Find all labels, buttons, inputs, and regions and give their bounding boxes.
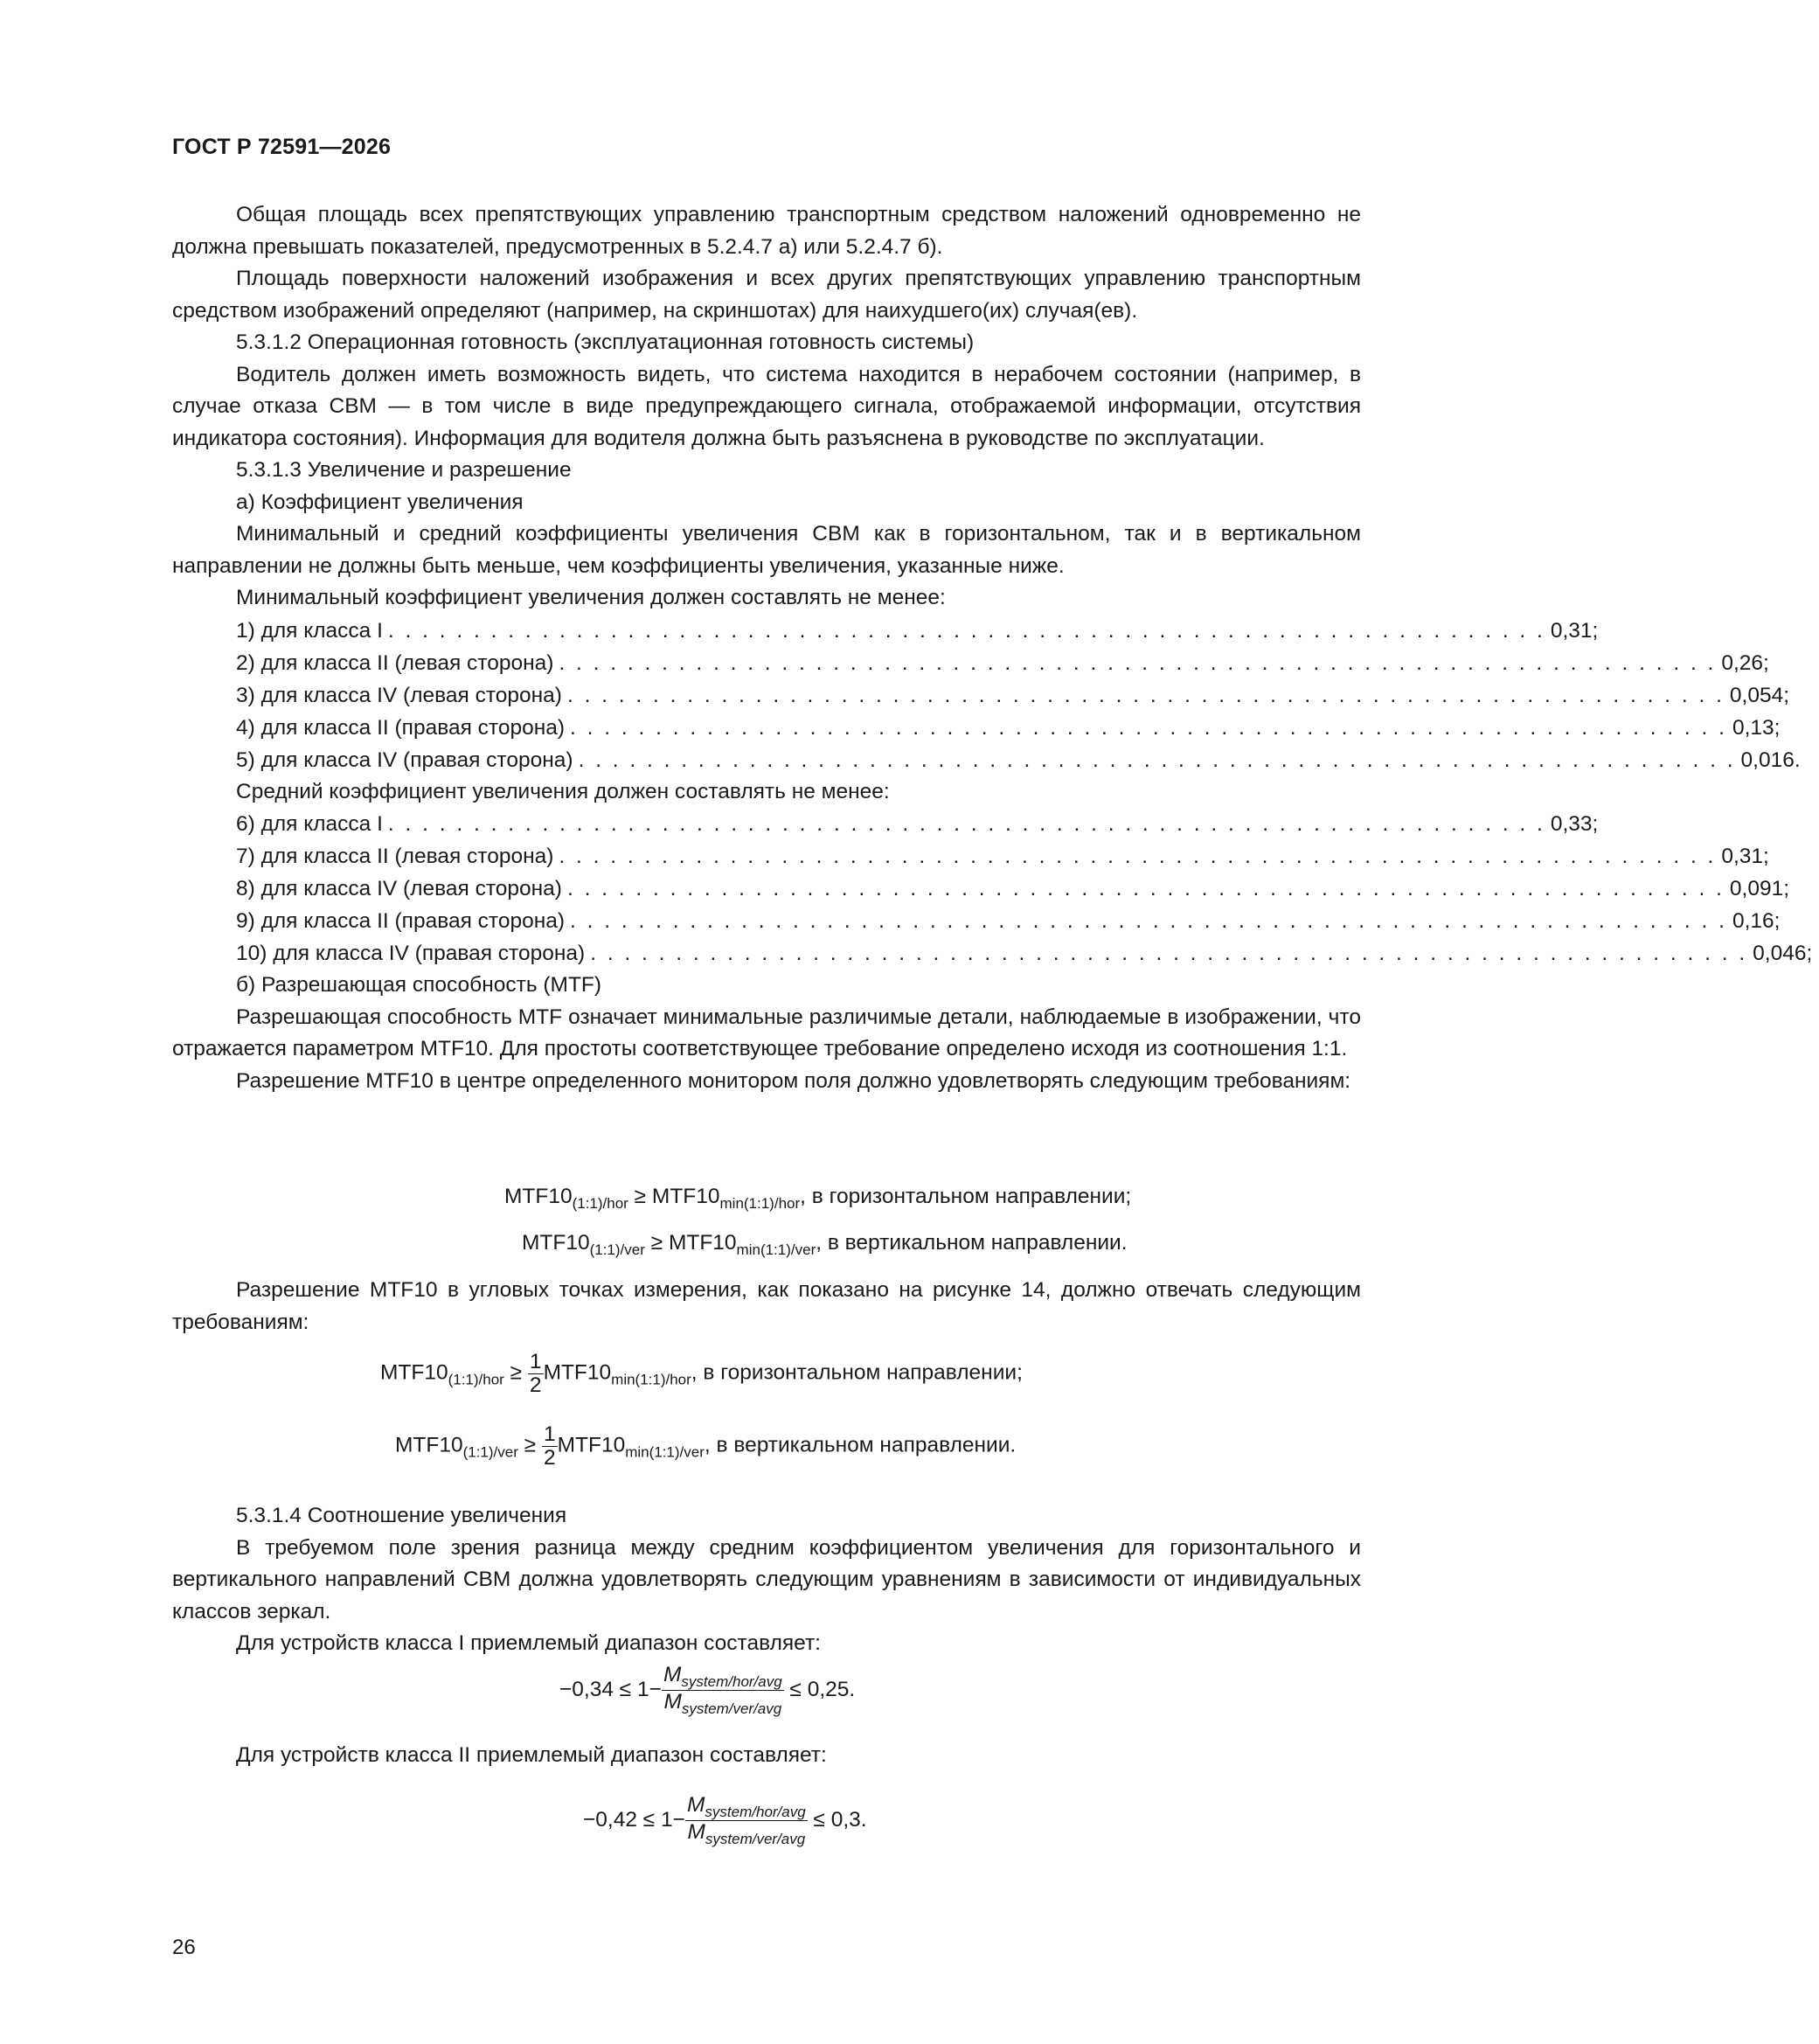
formula-subscript: system/ver/avg — [705, 1830, 806, 1847]
list-item-value: 0,31; — [1550, 618, 1599, 643]
formula-term: MTF10 — [543, 1360, 612, 1385]
list-item — [172, 873, 1790, 905]
list-item-value: 0,26; — [1721, 650, 1769, 675]
list-item — [172, 937, 1813, 970]
list-item-label: 1) для класса I — [236, 618, 383, 643]
list-item-label: 2) для класса II (левая сторона) — [236, 650, 554, 675]
list-item-label: 4) для класса II (правая сторона) — [236, 715, 566, 740]
paragraph: Разрешение MTF10 в центре определенного монитором поля должно удовлетворять следующим требованиям: — [236, 1068, 1351, 1093]
formula-subscript: (1:1)/hor — [448, 1371, 504, 1388]
formula-subscript: min(1:1)/hor — [611, 1371, 691, 1388]
page-number: 26 — [172, 1936, 196, 1959]
fraction-denominator — [685, 1821, 808, 1847]
formula-subscript: system/ver/avg — [681, 1700, 782, 1717]
dot-leader: . . . . . . . . . . . . . . . . . . . . . . . . . . . . . . . . . . . . . . . . . . . . . . . . . . . . . . . . . . . . . . . . . . . . — [387, 812, 1545, 836]
list-item — [172, 744, 1801, 776]
fraction-numerator — [662, 1664, 784, 1691]
min-magnification-list — [172, 615, 1801, 776]
formula-subscript: system/hor/avg — [681, 1673, 782, 1690]
formula-subscript: min(1:1)/hor — [719, 1195, 801, 1212]
list-item — [172, 712, 1781, 744]
fraction-magnification-ratio — [662, 1664, 784, 1717]
formula-mtf-corner-hor — [380, 1351, 1023, 1396]
list-item-value: 0,13; — [1732, 715, 1781, 740]
fraction-one-half — [542, 1423, 558, 1469]
list-item-value: 0,016. — [1740, 747, 1801, 772]
formula-text: , в горизонтальном направлении; — [691, 1360, 1023, 1385]
fraction-denominator — [662, 1691, 784, 1717]
formula-ratio-class-i — [559, 1664, 855, 1717]
formula-mtf-corner-ver — [395, 1423, 1016, 1469]
formula-term: MTF10 — [668, 1231, 737, 1255]
list-item — [172, 905, 1781, 937]
formula-ratio-class-ii — [583, 1794, 867, 1847]
paragraph: Водитель должен иметь возможность видеть, что система находится в нерабочем состоянии (например, в случае отказа СВМ — в том числе в виде предупреждающего сигнала, отображаемой информации, отсутствия индикатора состояния). Информация для водителя должна быть разъяснена в руководстве по эксплуатации. — [172, 362, 1361, 450]
formula-operator: ≥ — [644, 1231, 669, 1255]
list-item — [172, 679, 1790, 712]
formula-text: −0,34 ≤ 1− — [559, 1677, 662, 1701]
dot-leader: . . . . . . . . . . . . . . . . . . . . . . . . . . . . . . . . . . . . . . . . . . . . . . . . . . . . . . . . . . . . . . . . . . . . — [578, 747, 1736, 772]
paragraph: Общая площадь всех препятствующих управлению транспортным средством наложений одновременно не должна превышать показателей, предусмотренных в 5.2.4.7 а) или 5.2.4.7 б). — [172, 203, 1361, 259]
list-item-label: 10) для класса IV (правая сторона) — [236, 942, 586, 965]
paragraph: Разрешающая способность MTF означает минимальные различимые детали, наблюдаемые в изображении, что отражается параметром MTF10. Для простоты соответствующее требование определено исходя из соотношения 1:1. — [172, 1005, 1361, 1060]
formula-subscript: (1:1)/ver — [589, 1241, 645, 1258]
formula-term: M — [663, 1689, 682, 1714]
formula-term: M — [687, 1793, 705, 1817]
list-item-value: 0,091; — [1729, 877, 1790, 900]
formula-text: ≤ 0,3. — [807, 1807, 867, 1832]
subsection-heading-b: б) Разрешающая способность (MTF) — [236, 973, 602, 997]
section-heading-5-3-1-3: 5.3.1.3 Увеличение и разрешение — [236, 458, 572, 482]
list-item-label: 3) для класса IV (левая сторона) — [236, 683, 562, 707]
list-item-label: 5) для класса IV (правая сторона) — [236, 747, 573, 772]
formula-operator: ≥ — [510, 1360, 523, 1385]
fraction-magnification-ratio — [685, 1794, 808, 1847]
formula-subscript: min(1:1)/ver — [736, 1241, 816, 1258]
formula-subscript: system/hor/avg — [705, 1804, 806, 1820]
list-item — [172, 808, 1599, 840]
formula-subscript: min(1:1)/ver — [625, 1443, 705, 1461]
list-item — [172, 840, 1769, 873]
document-header: ГОСТ Р 72591—2026 — [172, 135, 392, 159]
document-body-section-5-3-1-4 — [172, 1500, 1361, 1660]
list-item — [172, 615, 1599, 647]
dot-leader: . . . . . . . . . . . . . . . . . . . . . . . . . . . . . . . . . . . . . . . . . . . . . . . . . . . . . . . . . . . . . . . . . . . . — [590, 942, 1748, 965]
formula-text: −0,42 ≤ 1− — [583, 1807, 685, 1832]
formula-operator: ≥ — [524, 1433, 537, 1457]
formula-subscript: (1:1)/hor — [572, 1195, 628, 1212]
paragraph: Для устройств класса II приемлемый диапазон составляет: — [236, 1743, 827, 1767]
paragraph: Минимальный и средний коэффициенты увеличения СВМ как в горизонтальном, так и в вертикальном направлении не должны быть меньше, чем коэффициенты увеличения, указанные ниже. — [172, 522, 1361, 578]
formula-text: , в вертикальном направлении. — [704, 1433, 1017, 1457]
paragraph: Средний коэффициент увеличения должен составлять не менее: — [236, 779, 890, 803]
list-item-value: 0,16; — [1732, 909, 1781, 933]
list-item-label: 8) для класса IV (левая сторона) — [236, 877, 562, 900]
formula-term: MTF10 — [380, 1360, 448, 1385]
formula-text: ≤ 0,25. — [783, 1677, 856, 1701]
dot-leader: . . . . . . . . . . . . . . . . . . . . . . . . . . . . . . . . . . . . . . . . . . . . . . . . . . . . . . . . . . . . . . . . . . . . — [387, 618, 1545, 643]
section-heading-5-3-1-4: 5.3.1.4 Соотношение увеличения — [236, 1504, 567, 1527]
dot-leader: . . . . . . . . . . . . . . . . . . . . . . . . . . . . . . . . . . . . . . . . . . . . . . . . . . . . . . . . . . . . . . . . . . . . — [559, 845, 1717, 868]
formula-mtf-center-hor — [504, 1185, 1131, 1213]
avg-magnification-list — [172, 808, 1813, 970]
paragraph: Минимальный коэффициент увеличения должен составлять не менее: — [236, 586, 946, 609]
fraction-numerator — [685, 1794, 808, 1821]
formula-text: , в вертикальном направлении. — [816, 1231, 1128, 1255]
list-item-value: 0,046; — [1753, 942, 1813, 965]
formula-term: M — [687, 1819, 705, 1844]
document-body-continued-2 — [172, 1740, 1361, 1772]
document-body — [172, 199, 1813, 1097]
formula-term: MTF10 — [504, 1185, 573, 1208]
formula-term: M — [663, 1663, 682, 1686]
list-item — [172, 647, 1769, 679]
list-item-label: 9) для класса II (правая сторона) — [236, 909, 566, 933]
formula-text: , в горизонтальном направлении; — [800, 1185, 1132, 1208]
dot-leader: . . . . . . . . . . . . . . . . . . . . . . . . . . . . . . . . . . . . . . . . . . . . . . . . . . . . . . . . . . . . . . . . . . . . — [570, 909, 1727, 933]
dot-leader: . . . . . . . . . . . . . . . . . . . . . . . . . . . . . . . . . . . . . . . . . . . . . . . . . . . . . . . . . . . . . . . . . . . . — [566, 683, 1725, 707]
list-item-label: 6) для класса I — [236, 812, 383, 836]
paragraph: Для устройств класса I приемлемый диапазон составляет: — [236, 1631, 821, 1655]
formula-term: MTF10 — [522, 1231, 590, 1255]
list-item-label: 7) для класса II (левая сторона) — [236, 845, 554, 868]
formula-term: MTF10 — [395, 1433, 463, 1457]
dot-leader: . . . . . . . . . . . . . . . . . . . . . . . . . . . . . . . . . . . . . . . . . . . . . . . . . . . . . . . . . . . . . . . . . . . . — [559, 650, 1717, 675]
formula-operator: ≥ — [628, 1185, 652, 1208]
dot-leader: . . . . . . . . . . . . . . . . . . . . . . . . . . . . . . . . . . . . . . . . . . . . . . . . . . . . . . . . . . . . . . . . . . . . — [570, 715, 1727, 740]
fraction-numerator: 1 — [529, 1350, 542, 1373]
list-item-value: 0,33; — [1550, 812, 1599, 836]
formula-subscript: (1:1)/ver — [462, 1443, 518, 1461]
fraction-one-half — [528, 1351, 544, 1396]
formula-mtf-center-ver — [522, 1231, 1128, 1259]
fraction-numerator: 1 — [543, 1422, 556, 1446]
list-item-value: 0,31; — [1721, 845, 1769, 868]
document-body-continued — [172, 1275, 1361, 1338]
subsection-heading-a: а) Коэффициент увеличения — [236, 490, 524, 514]
paragraph: В требуемом поле зрения разница между средним коэффициентом увеличения для горизонтального и вертикального направлений СВМ должна удовлетворять следующим уравнениям в зависимости от индивидуальных классов зеркал. — [172, 1535, 1361, 1623]
fraction-denominator: 2 — [543, 1445, 556, 1470]
formula-term: MTF10 — [557, 1433, 626, 1457]
dot-leader: . . . . . . . . . . . . . . . . . . . . . . . . . . . . . . . . . . . . . . . . . . . . . . . . . . . . . . . . . . . . . . . . . . . . — [566, 877, 1725, 900]
fraction-denominator: 2 — [529, 1373, 542, 1397]
paragraph: Площадь поверхности наложений изображения и всех других препятствующих управлению транспортным средством изображений определяют (например, на скриншотах) для наихудшего(их) случая(ев). — [172, 267, 1361, 323]
paragraph: Разрешение MTF10 в угловых точках измерения, как показано на рисунке 14, должно отвечать следующим требованиям: — [172, 1278, 1361, 1334]
list-item-value: 0,054; — [1729, 683, 1790, 707]
formula-term: MTF10 — [651, 1185, 720, 1208]
section-heading-5-3-1-2: 5.3.1.2 Операционная готовность (эксплуатационная готовность системы) — [236, 330, 975, 354]
